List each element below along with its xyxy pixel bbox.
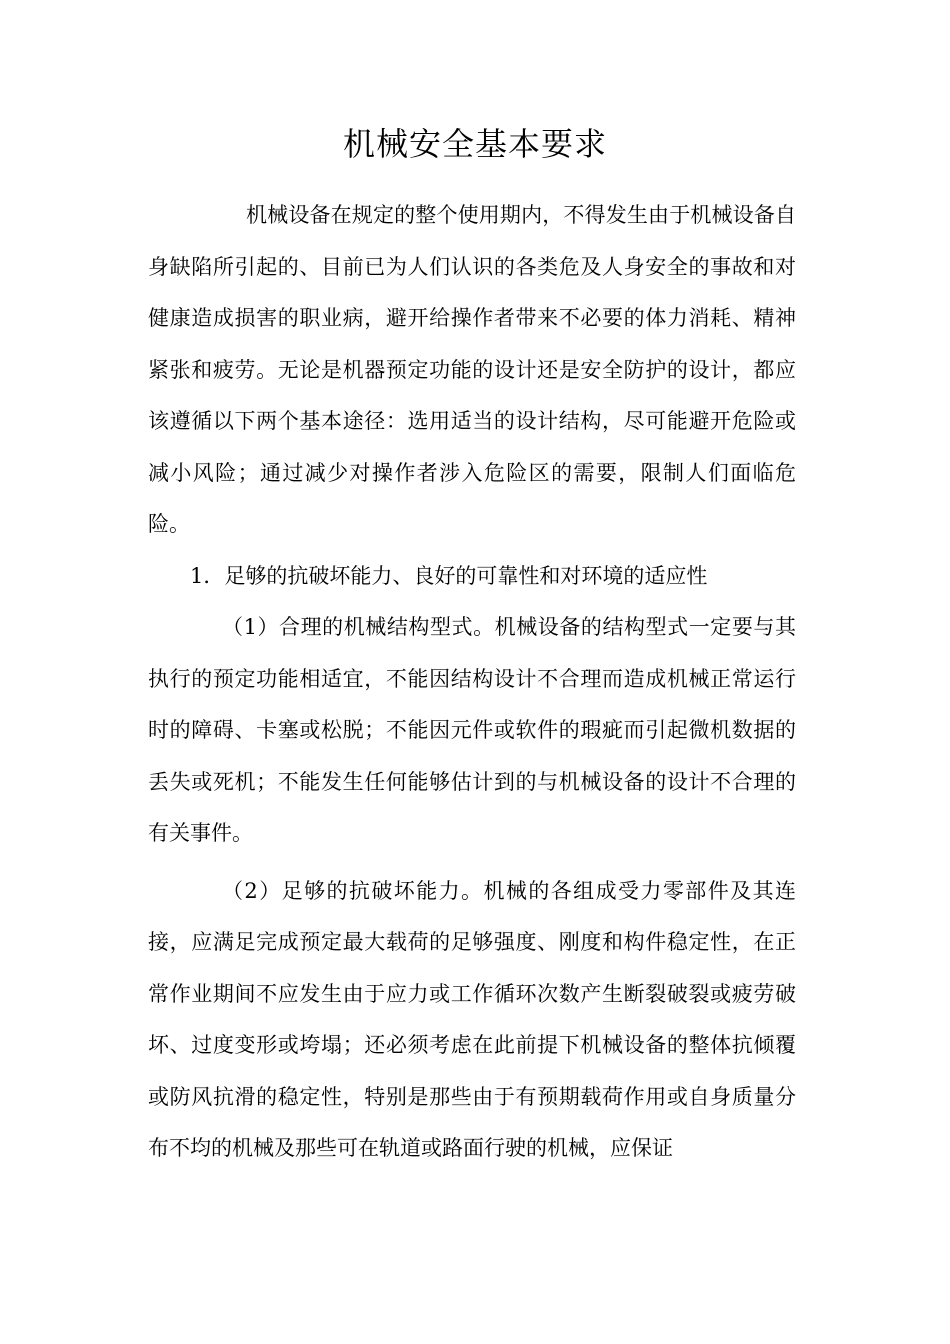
section-heading: 1．足够的抗破坏能力、良好的可靠性和对环境的适应性 — [190, 563, 708, 588]
document-title: 机械安全基本要求 — [342, 125, 607, 163]
document-body — [148, 190, 796, 1175]
intro-paragraph: 机械设备在规定的整个使用期内，不得发生由于机械设备自身缺陷所引起的、目前已为人们认识的各类危及人身安全的事故和对健康造成损害的职业病，避开给操作者带来不必要的体力消耗、精神紧张和疲劳。无论是机器预定功能的设计还是安全防护的设计，都应该遵循以下两个基本途径：选用适当的设计结构，尽可能避开危险或减小风险；通过减少对操作者涉入危险区的需要，限制人们面临危险。 — [148, 203, 796, 536]
item-paragraph-2: （2）足够的抗破坏能力。机械的各组成受力零部件及其连接，应满足完成预定最大载荷的足够强度、刚度和构件稳定性，在正常作业期间不应发生由于应力或工作循环次数产生断裂破裂或疲劳破坏、过度变形或垮塌；还必须考虑在此前提下机械设备的整体抗倾覆或防风抗滑的稳定性，特别是那些由于有预期载荷作用或自身质量分布不均的机械及那些可在轨道或路面行驶的机械，应保证 — [148, 878, 796, 1160]
item-paragraph-1: （1）合理的机械结构型式。机械设备的结构型式一定要与其执行的预定功能相适宜，不能因结构设计不合理而造成机械正常运行时的障碍、卡塞或松脱；不能因元件或软件的瑕疵而引起微机数据的丢失或死机；不能发生任何能够估计到的与机械设备的设计不合理的有关事件。 — [148, 615, 796, 845]
